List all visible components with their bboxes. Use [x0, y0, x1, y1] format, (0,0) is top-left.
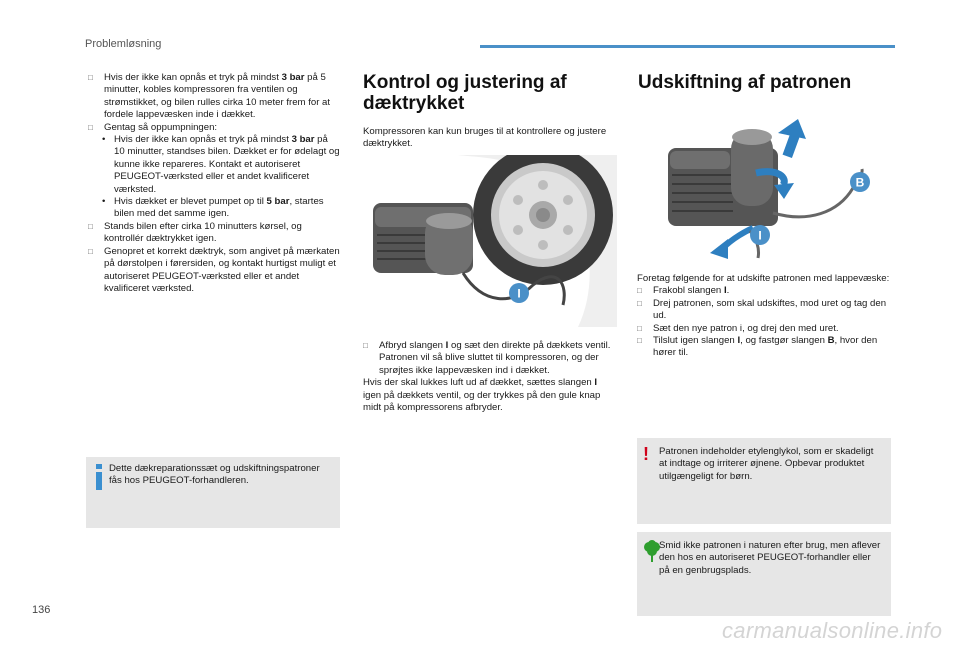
checkbox-bullet-icon: □: [637, 336, 642, 346]
step-item: □ Drej patronen, som skal udskiftes, mod uret og tag den ud.: [637, 297, 887, 322]
watermark: carmanualsonline.info: [722, 618, 943, 643]
paragraph: Hvis der skal lukkes luft ud af dækket, sættes slangen I igen på dækkets ventil, og der trykkes på den gule knap midt på kompressorens afbryder.: [363, 377, 601, 414]
sub-item: • Hvis dækket er blevet pumpet op til 5 bar, startes bilen med det samme igen.: [102, 196, 324, 220]
dot-bullet-icon: •: [102, 134, 106, 146]
cartridge-replacement-illustration: [638, 113, 892, 265]
warning-box: [637, 438, 891, 524]
column-left: [88, 72, 340, 295]
info-box: [86, 457, 340, 528]
checkbox-bullet-icon: □: [88, 73, 93, 82]
section-title: Problemløsning: [85, 38, 162, 50]
checkbox-bullet-icon: □: [637, 323, 642, 333]
step-item: □ Gentag så oppumpningen:: [88, 121, 218, 133]
column-middle: [363, 72, 617, 151]
checkbox-bullet-icon: □: [363, 341, 368, 350]
section-heading: Udskiftning af patronen: [638, 72, 852, 93]
compressor-tyre-illustration: [363, 155, 617, 327]
callout-label-b: B: [855, 175, 865, 190]
sub-item: • Hvis der ikke kan opnås et tryk på mindst 3 bar på 10 minutter, standses bilen. Dækket er for ødelagt og kunne ikke repareres. Kontakt et autoriseret PEUGEOT-værksted eller et andet kvalificeret værksted.: [102, 134, 340, 195]
callout-label-i: I: [517, 286, 521, 301]
step-item: □ Hvis der ikke kan opnås et tryk på mindst 3 bar på 5 minutter, kobles kompressoren fra ventilen og strømstikket, og bilen rulles cirka 10 meter frem for at fordele lappevæsken inde i dækket.: [88, 72, 331, 121]
intro-text: Foretag følgende for at udskifte patronen med lappevæske:: [637, 273, 890, 284]
warning-text: Patronen indeholder etylenglykol, som er skadeligt at indtage og irriterer øjnene. Opbevar produktet utilgængeligt for børn.: [659, 446, 874, 482]
right-lower-text: [637, 273, 891, 360]
step-item: □ Frakobl slangen I.: [637, 285, 730, 297]
environment-box: [637, 532, 891, 616]
callout-label-i: I: [758, 228, 762, 243]
exclamation-icon: !: [643, 444, 649, 464]
middle-lower-text: [363, 340, 617, 414]
info-icon: [93, 464, 105, 490]
checkbox-bullet-icon: □: [88, 221, 93, 231]
step-item: □ Afbryd slangen I og sæt den direkte på dækkets ventil. Patronen vil så blive sluttet til kompressoren, og der sprøjtes ikke lappevæsken ind i dækket.: [363, 340, 611, 376]
info-text: Dette dækreparationssæt og udskiftningspatroner fås hos PEUGEOT-forhandleren.: [109, 463, 320, 487]
environment-text: Smid ikke patronen i naturen efter brug, men aflever den hos en autoriseret PEUGEOT-forhandler eller på en genbrugsplads.: [659, 540, 881, 576]
checkbox-bullet-icon: □: [637, 286, 642, 296]
header-accent-bar: [480, 45, 895, 48]
step-item: □ Tilslut igen slangen I, og fastgør slangen B, hvor den hører til.: [637, 335, 878, 359]
column-right: [638, 72, 892, 93]
dot-bullet-icon: •: [102, 196, 106, 208]
checkbox-bullet-icon: □: [88, 246, 93, 256]
step-item: □ Sæt den nye patron i, og drej den med uret.: [637, 322, 839, 334]
step-item: □ Stands bilen efter cirka 10 minutters kørsel, og kontrollér dæktrykket igen.: [88, 220, 302, 245]
intro-text: Kompressoren kan kun bruges til at kontrollere og justere dæktrykket.: [363, 126, 607, 150]
checkbox-bullet-icon: □: [88, 122, 93, 132]
section-heading: Kontrol og justering af dæktrykket: [363, 72, 567, 114]
step-item: □ Genopret et korrekt dæktryk, som angivet på mærkaten på dørstolpen i førersiden, og kontakt hurtigst muligt et autoriseret PEUGEOT-værksted eller et andet kvalificeret værksted.: [88, 245, 340, 294]
checkbox-bullet-icon: □: [637, 298, 642, 308]
page-number: 136: [32, 604, 51, 616]
